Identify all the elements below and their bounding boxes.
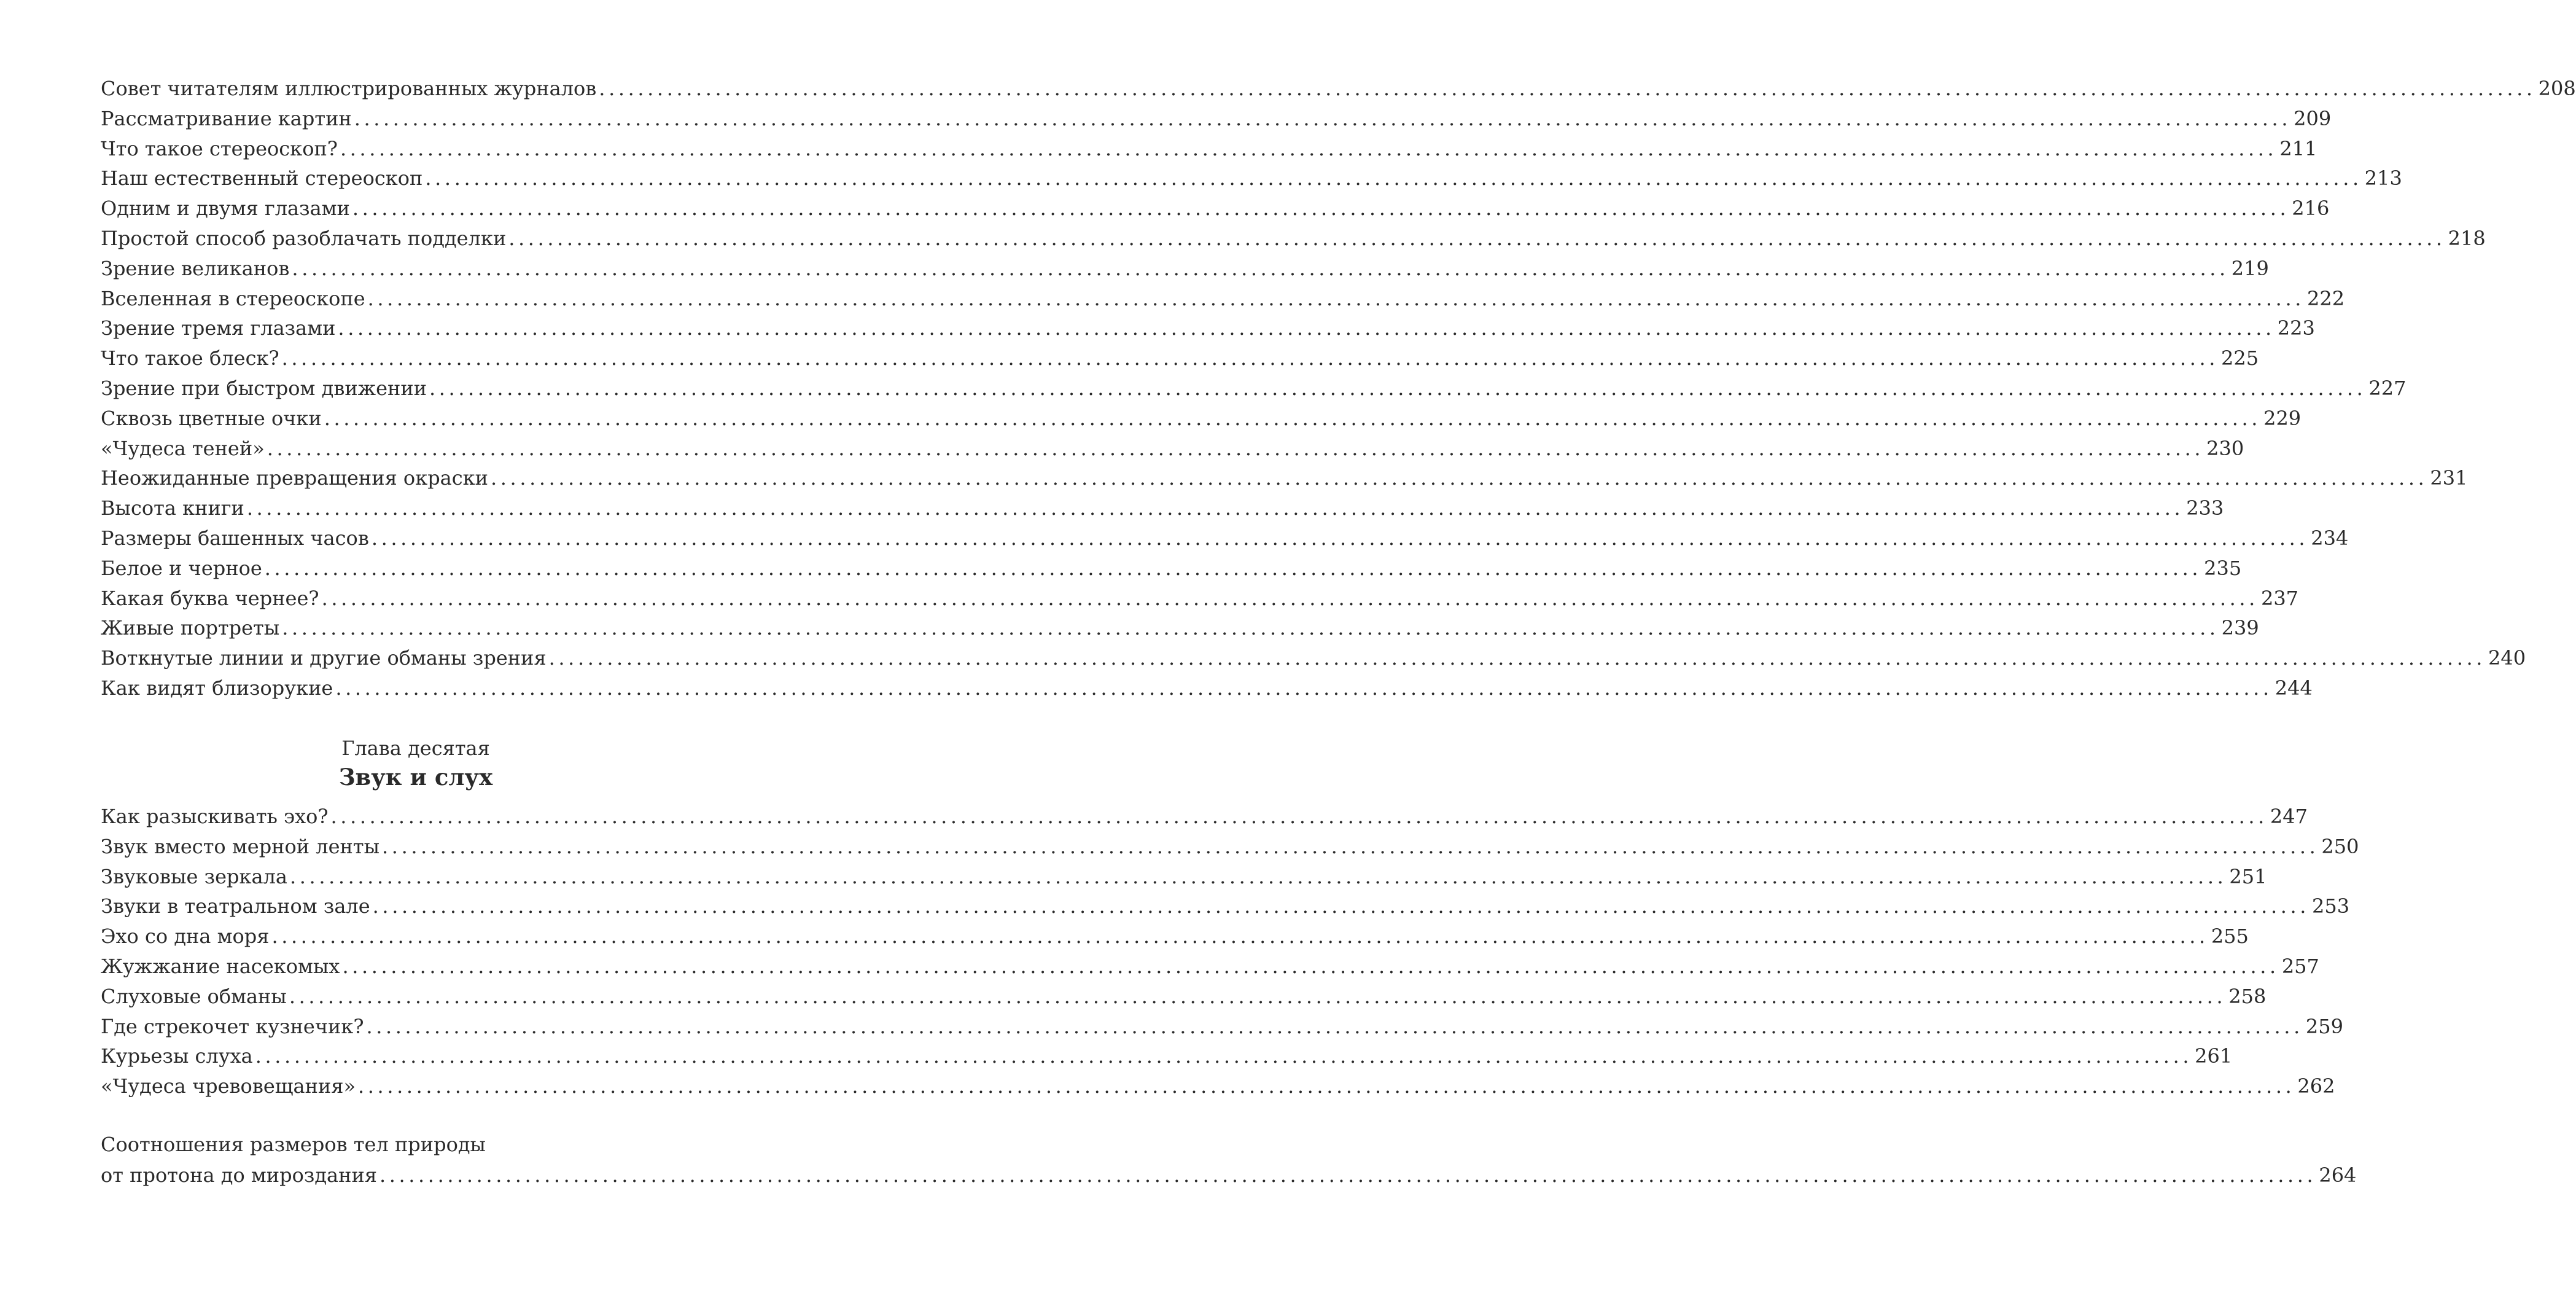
toc-leader-dots: ........................................................................................................................................................................................................ <box>290 864 2227 888</box>
toc-entry <box>101 891 2350 921</box>
toc-entry-title: Простой способ разоблачать подделки <box>101 226 507 250</box>
toc-entry-page: 250 <box>2321 834 2359 858</box>
toc-entry-page: 244 <box>2274 676 2313 700</box>
toc-entry-title: Жужжание насекомых <box>101 954 340 978</box>
toc-leader-dots: ........................................................................................................................................................................................................ <box>282 616 2219 640</box>
toc-leader-dots: ........................................................................................................................................................................................................ <box>354 106 2292 130</box>
toc-entry-page: 208 <box>2538 77 2576 100</box>
toc-leader-dots: ........................................................................................................................................................................................................ <box>372 894 2310 918</box>
toc-entry-page: 233 <box>2186 496 2224 520</box>
toc-entry <box>101 373 2407 404</box>
toc-leader-dots: ........................................................................................................................................................................................................ <box>548 646 2486 670</box>
toc-entry <box>101 613 2259 643</box>
toc-entry-page: 231 <box>2430 466 2468 490</box>
toc-entry <box>101 553 2242 584</box>
toc-entry-page: 209 <box>2294 106 2332 130</box>
toc-leader-dots: ........................................................................................................................................................................................................ <box>246 496 2184 520</box>
toc-leader-dots: ........................................................................................................................................................................................................ <box>382 834 2319 858</box>
toc-entry-page: 213 <box>2364 166 2402 190</box>
toc-entry <box>101 254 2269 284</box>
toc-entry <box>101 832 2359 862</box>
toc-entry-page: 237 <box>2260 586 2299 610</box>
toc-entry-title: Живые портреты <box>101 616 280 640</box>
toc-leader-dots: ........................................................................................................................................................................................................ <box>289 984 2227 1008</box>
toc-section-vision <box>101 74 2576 703</box>
toc-entry-page: 216 <box>2292 197 2330 221</box>
toc-entry-final <box>101 1129 2357 1191</box>
toc-entry <box>101 134 2317 164</box>
toc-entry-title-line2-row <box>101 1160 2357 1191</box>
toc-entry <box>101 584 2299 614</box>
toc-entry <box>101 493 2224 523</box>
toc-entry <box>101 862 2267 892</box>
toc-leader-dots: ........................................................................................................................................................................................................ <box>267 436 2204 460</box>
toc-entry <box>101 224 2486 254</box>
toc-entry-title: Зрение великанов <box>101 256 290 280</box>
toc-entry-title: Неожиданные превращения окраски <box>101 466 488 490</box>
toc-entry-title: «Чудеса чревовещания» <box>101 1074 356 1098</box>
toc-entry-title: Высота книги <box>101 496 244 520</box>
toc-entry-page: 264 <box>2319 1163 2357 1187</box>
toc-leader-dots: ........................................................................................................................................................................................................ <box>292 256 2229 280</box>
toc-entry <box>101 284 2345 314</box>
toc-entry-page: 257 <box>2281 954 2319 978</box>
toc-leader-dots: ........................................................................................................................................................................................................ <box>340 136 2278 160</box>
toc-entry-page: 229 <box>2263 406 2302 430</box>
toc-entry <box>101 673 2313 703</box>
toc-entry-page: 223 <box>2277 316 2315 340</box>
toc-entry-title: Слуховые обманы <box>101 984 287 1008</box>
toc-entry-title: Что такое блеск? <box>101 346 279 370</box>
chapter-heading <box>101 735 731 792</box>
toc-entry-title: Одним и двумя глазами <box>101 197 350 221</box>
toc-entry-title: Как видят близорукие <box>101 676 333 700</box>
toc-entry <box>101 1041 2233 1071</box>
toc-entry-title: Зрение тремя глазами <box>101 316 336 340</box>
toc-entry-title: «Чудеса теней» <box>101 436 265 460</box>
toc-entry-title: Совет читателям иллюстрированных журналов <box>101 77 597 100</box>
toc-entry-page: 225 <box>2221 346 2259 370</box>
toc-entry <box>101 952 2319 982</box>
toc-entry <box>101 921 2249 952</box>
toc-entry-title: Какая буква чернее? <box>101 586 319 610</box>
toc-entry-page: 234 <box>2311 526 2349 550</box>
toc-leader-dots: ........................................................................................................................................................................................................ <box>367 286 2305 310</box>
toc-leader-dots: ........................................................................................................................................................................................................ <box>281 346 2219 370</box>
toc-entry-page: 251 <box>2229 864 2267 888</box>
toc-entry-page: 253 <box>2312 894 2350 918</box>
toc-entry <box>101 1071 2335 1101</box>
toc-leader-dots: ........................................................................................................................................................................................................ <box>330 805 2268 828</box>
toc-leader-dots: ........................................................................................................................................................................................................ <box>358 1074 2295 1098</box>
toc-entry <box>101 74 2576 104</box>
toc-entry-title: Как разыскивать эхо? <box>101 805 329 828</box>
toc-leader-dots: ........................................................................................................................................................................................................ <box>508 226 2446 250</box>
toc-entry-title-line1: Соотношения размеров тел природы <box>101 1133 486 1156</box>
toc-entry-title: Зрение при быстром движении <box>101 376 427 400</box>
toc-leader-dots: ........................................................................................................................................................................................................ <box>255 1044 2193 1068</box>
toc-section-sound <box>101 802 2359 1101</box>
toc-entry <box>101 343 2259 373</box>
toc-leader-dots: ........................................................................................................................................................................................................ <box>429 376 2367 400</box>
toc-entry <box>101 463 2468 493</box>
toc-entry-title: Что такое стереоскоп? <box>101 136 338 160</box>
toc-entry-title-line2: от протона до мироздания <box>101 1163 377 1187</box>
toc-entry <box>101 163 2402 194</box>
toc-leader-dots: ........................................................................................................................................................................................................ <box>599 77 2536 100</box>
toc-entry <box>101 194 2330 224</box>
toc-entry-title: Воткнутые линии и другие обманы зрения <box>101 646 547 670</box>
toc-entry-page: 247 <box>2270 805 2308 828</box>
toc-entry-page: 222 <box>2307 286 2345 310</box>
toc-entry-title: Звуковые зеркала <box>101 864 287 888</box>
toc-leader-dots: ........................................................................................................................................................................................................ <box>352 197 2290 221</box>
toc-entry-page: 230 <box>2206 436 2244 460</box>
toc-entry-page: 258 <box>2228 984 2267 1008</box>
toc-entry-page: 218 <box>2448 226 2486 250</box>
toc-entry <box>101 313 2315 343</box>
toc-entry-page: 262 <box>2297 1074 2335 1098</box>
toc-entry-title: Вселенная в стереоскопе <box>101 286 365 310</box>
toc-leader-dots: ........................................................................................................................................................................................................ <box>425 166 2362 190</box>
toc-entry-page: 227 <box>2368 376 2407 400</box>
toc-leader-dots: ........................................................................................................................................................................................................ <box>366 1014 2303 1038</box>
toc-leader-dots: ........................................................................................................................................................................................................ <box>379 1163 2317 1187</box>
toc-entry-page: 240 <box>2488 646 2526 670</box>
toc-entry-title: Размеры башенных часов <box>101 526 369 550</box>
toc-leader-dots: ........................................................................................................................................................................................................ <box>338 316 2275 340</box>
toc-entry-title: Эхо со дна моря <box>101 925 270 948</box>
toc-entry <box>101 982 2267 1012</box>
toc-leader-dots: ........................................................................................................................................................................................................ <box>371 526 2309 550</box>
toc-leader-dots: ........................................................................................................................................................................................................ <box>271 925 2209 948</box>
toc-leader-dots: ........................................................................................................................................................................................................ <box>264 556 2202 580</box>
toc-entry-title: Белое и черное <box>101 556 262 580</box>
toc-entry-title: Звук вместо мерной ленты <box>101 834 380 858</box>
toc-entry-page: 235 <box>2204 556 2242 580</box>
toc-entry-page: 239 <box>2221 616 2259 640</box>
toc-entry-title: Курьезы слуха <box>101 1044 253 1068</box>
toc-entry-title: Рассматривание картин <box>101 106 352 130</box>
toc-leader-dots: ........................................................................................................................................................................................................ <box>491 466 2428 490</box>
toc-leader-dots: ........................................................................................................................................................................................................ <box>321 586 2259 610</box>
toc-entry <box>101 802 2308 832</box>
toc-leader-dots: ........................................................................................................................................................................................................ <box>324 406 2262 430</box>
toc-entry <box>101 1012 2343 1042</box>
toc-entry <box>101 404 2302 434</box>
toc-entry-page: 261 <box>2195 1044 2233 1068</box>
toc-leader-dots: ........................................................................................................................................................................................................ <box>335 676 2273 700</box>
toc-leader-dots: ........................................................................................................................................................................................................ <box>342 954 2279 978</box>
toc-entry-title: Наш естественный стереоскоп <box>101 166 423 190</box>
toc-entry-title: Звуки в театральном зале <box>101 894 370 918</box>
toc-entry-page: 255 <box>2211 925 2249 948</box>
toc-entry <box>101 434 2244 464</box>
toc-entry <box>101 104 2332 134</box>
toc-entry-page: 259 <box>2305 1014 2343 1038</box>
chapter-title: Звук и слух <box>338 764 493 791</box>
chapter-label: Глава десятая <box>341 737 490 760</box>
toc-entry-page: 219 <box>2231 256 2269 280</box>
toc-entry <box>101 643 2526 673</box>
toc-entry-title: Где стрекочет кузнечик? <box>101 1014 364 1038</box>
toc-entry-page: 211 <box>2279 136 2317 160</box>
toc-entry-title: Сквозь цветные очки <box>101 406 322 430</box>
toc-entry <box>101 523 2349 553</box>
